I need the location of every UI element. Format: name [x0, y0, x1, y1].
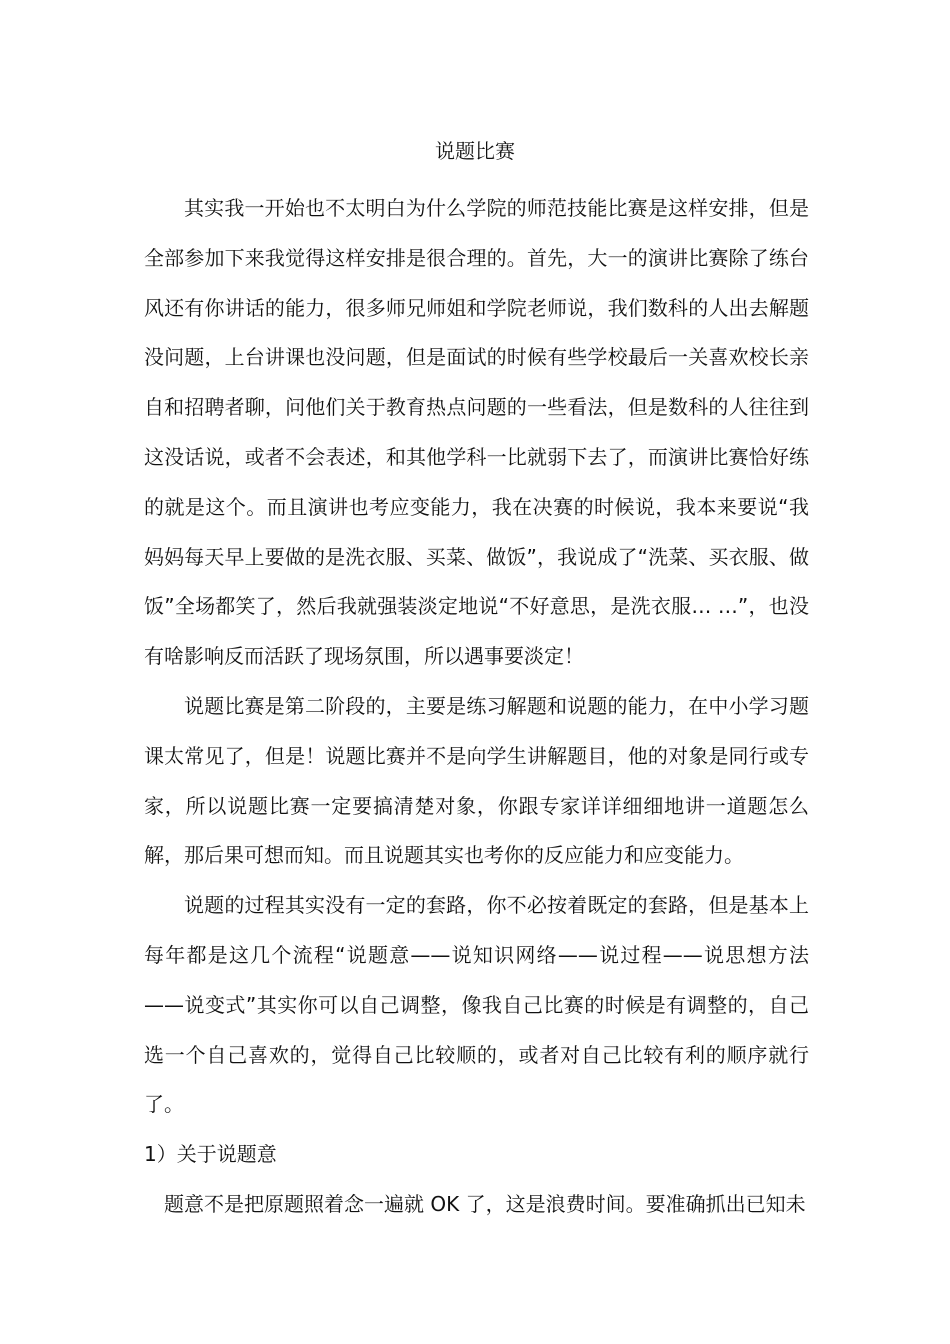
section-heading: 1）关于说题意 — [144, 1142, 277, 1167]
paragraph-topic-meaning: 题意不是把原题照着念一遍就 OK 了，这是浪费时间。要准确抓出已知未 — [164, 1191, 806, 1216]
document-title: 说题比赛 — [435, 139, 515, 163]
paragraph-process: 说题的过程其实没有一定的套路，你不必按着既定的套路，但是基本上每年都是这几个流程“说题意——说知识网络——说过程——说思想方法——说变式”其实你可以自己调整，像我自己比赛的时候是有调整的，自己选一个自己喜欢的，觉得自己比较顺的，或者对自己比较有利的顺序就行了。 — [144, 893, 809, 1117]
paragraph-intro: 其实我一开始也不太明白为什么学院的师范技能比赛是这样安排，但是全部参加下来我觉得这样安排是很合理的。首先，大一的演讲比赛除了练台风还有你讲话的能力，很多师兄师姐和学院老师说，我们数科的人出去解题没问题，上台讲课也没问题，但是面试的时候有些学校最后一关喜欢校长亲自和招聘者聊，问他们关于教育热点问题的一些看法，但是数科的人往往到这没话说，或者不会表述，和其他学科一比就弱下去了，而演讲比赛恰好练的就是这个。而且演讲也考应变能力，我在决赛的时候说，我本来要说“我妈妈每天早上要做的是洗衣服、买菜、做饭”，我说成了“洗菜、买衣服、做饭”全场都笑了，然后我就强装淡定地说“不好意思，是洗衣服… …”，也没有啥影响反而活跃了现场氛围，所以遇事要淡定！ — [144, 196, 809, 669]
paragraph-stage-two: 说题比赛是第二阶段的，主要是练习解题和说题的能力，在中小学习题课太常见了，但是！说题比赛并不是向学生讲解题目，他的对象是同行或专家，所以说题比赛一定要搞清楚对象，你跟专家详详细细地讲一道题怎么解，那后果可想而知。而且说题其实也考你的反应能力和应变能力。 — [144, 693, 809, 868]
document-body — [144, 184, 809, 1230]
